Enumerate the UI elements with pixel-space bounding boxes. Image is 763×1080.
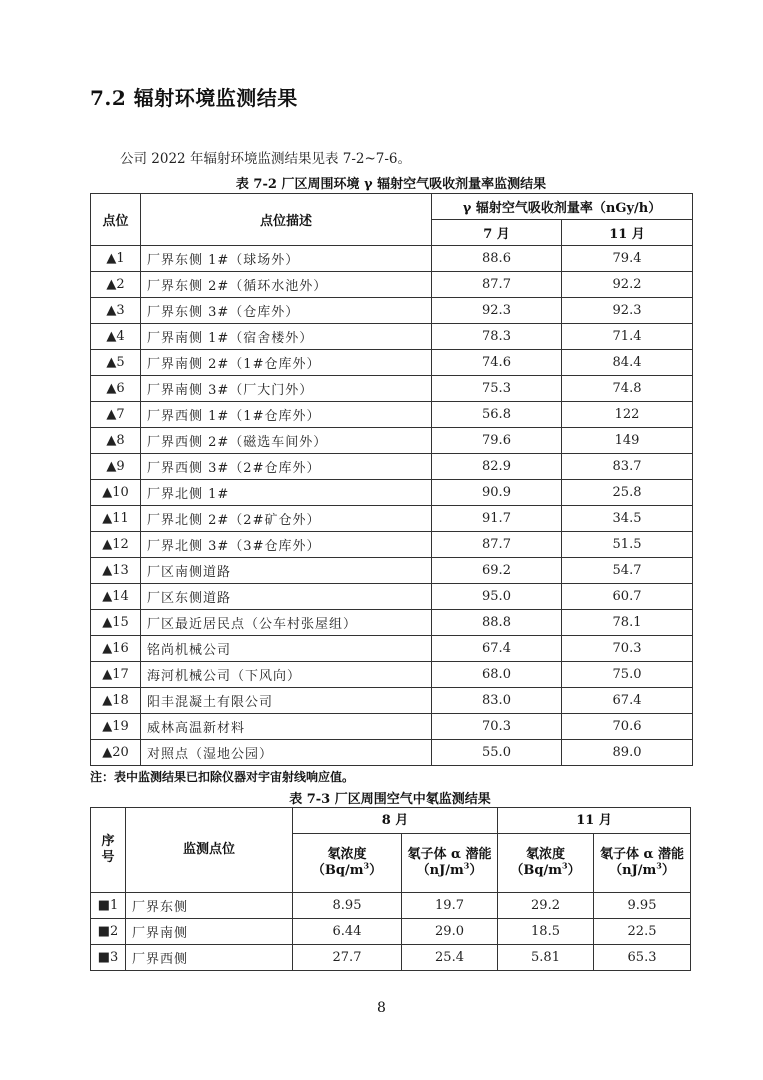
col-header-month-11: 11 月 — [562, 220, 693, 246]
table-row — [91, 350, 693, 376]
value-nov: 51.5 — [562, 532, 693, 558]
point-id: ▲19 — [91, 714, 141, 740]
value-nov: 71.4 — [562, 324, 693, 350]
point-desc: 厂区南侧道路 — [141, 558, 432, 584]
point-id: ▲9 — [91, 454, 141, 480]
page-number: 8 — [377, 1000, 386, 1016]
point-id: ▲7 — [91, 402, 141, 428]
value-nov: 83.7 — [562, 454, 693, 480]
value-nov: 92.2 — [562, 272, 693, 298]
point-id: ▲14 — [91, 584, 141, 610]
value-jul: 88.8 — [432, 610, 562, 636]
radon-conc-aug: 8.95 — [293, 893, 402, 919]
site-name: 厂界南侧 — [126, 919, 293, 945]
value-jul: 56.8 — [432, 402, 562, 428]
alpha-label: 氡子体 α 潜能 — [599, 847, 685, 862]
point-desc: 威林高温新材料 — [141, 714, 432, 740]
point-desc: 厂区东侧道路 — [141, 584, 432, 610]
value-jul: 87.7 — [432, 272, 562, 298]
point-id: ▲6 — [91, 376, 141, 402]
seq-id: ■3 — [91, 945, 126, 971]
col-header-point: 点位 — [91, 194, 141, 246]
value-nov: 122 — [562, 402, 693, 428]
radon-conc-aug: 27.7 — [293, 945, 402, 971]
table-row — [91, 945, 691, 971]
value-nov: 74.8 — [562, 376, 693, 402]
radon-conc-nov: 18.5 — [498, 919, 594, 945]
conc-unit: $(Bq/m^3)$ — [311, 860, 383, 878]
value-jul: 87.7 — [432, 532, 562, 558]
col-header-nov: 11 月 — [498, 808, 691, 834]
point-id: ▲8 — [91, 428, 141, 454]
col-header-aug: 8 月 — [293, 808, 498, 834]
col-header-conc-aug — [293, 834, 402, 893]
table-row — [91, 584, 693, 610]
value-nov: 84.4 — [562, 350, 693, 376]
table-row — [91, 662, 693, 688]
point-id: ▲13 — [91, 558, 141, 584]
point-desc: 铭尚机械公司 — [141, 636, 432, 662]
site-name: 厂界东侧 — [126, 893, 293, 919]
table-row — [91, 428, 693, 454]
table2-caption: 表 7-3 厂区周围空气中氡监测结果 — [289, 792, 491, 807]
point-id: ▲12 — [91, 532, 141, 558]
conc-unit: $(Bq/m^3)$ — [510, 860, 581, 878]
value-nov: 89.0 — [562, 740, 693, 766]
conc-label: 氡浓度 — [327, 847, 367, 862]
intro-paragraph: 公司 2022 年辐射环境监测结果见表 7-2~7-6。 — [120, 151, 412, 167]
table-row — [91, 246, 693, 272]
col-header-seq: 序号 — [91, 808, 126, 893]
point-desc: 厂界南侧 3#（厂大门外） — [141, 376, 432, 402]
point-desc: 海河机械公司（下风向） — [141, 662, 432, 688]
col-header-conc-nov — [498, 834, 594, 893]
value-nov: 70.6 — [562, 714, 693, 740]
point-desc: 厂界北侧 1# — [141, 480, 432, 506]
table-row — [91, 558, 693, 584]
value-nov: 25.8 — [562, 480, 693, 506]
point-desc: 厂界东侧 1#（球场外） — [141, 246, 432, 272]
table-row — [91, 298, 693, 324]
alpha-unit: $(nJ/m^3)$ — [416, 860, 483, 878]
value-jul: 91.7 — [432, 506, 562, 532]
value-jul: 83.0 — [432, 688, 562, 714]
point-id: ▲16 — [91, 636, 141, 662]
col-header-group: γ 辐射空气吸收剂量率（nGy/h） — [432, 194, 693, 220]
alpha-label: 氡子体 α 潜能 — [407, 847, 492, 862]
point-desc: 厂界南侧 1#（宿舍楼外） — [141, 324, 432, 350]
col-header-alpha-aug — [402, 834, 498, 893]
point-desc: 厂区最近居民点（公车村张屋组） — [141, 610, 432, 636]
seq-id: ■1 — [91, 893, 126, 919]
value-nov: 70.3 — [562, 636, 693, 662]
alpha-energy-nov: 9.95 — [594, 893, 691, 919]
point-id: ▲5 — [91, 350, 141, 376]
alpha-unit: $(nJ/m^3)$ — [609, 860, 675, 878]
value-nov: 79.4 — [562, 246, 693, 272]
point-desc: 厂界东侧 3#（仓库外） — [141, 298, 432, 324]
point-desc: 厂界东侧 2#（循环水池外） — [141, 272, 432, 298]
point-id: ▲1 — [91, 246, 141, 272]
value-jul: 68.0 — [432, 662, 562, 688]
site-name: 厂界西侧 — [126, 945, 293, 971]
radon-conc-nov: 5.81 — [498, 945, 594, 971]
value-nov: 75.0 — [562, 662, 693, 688]
value-nov: 54.7 — [562, 558, 693, 584]
table-row — [91, 919, 691, 945]
value-nov: 78.1 — [562, 610, 693, 636]
value-jul: 55.0 — [432, 740, 562, 766]
value-nov: 92.3 — [562, 298, 693, 324]
value-jul: 82.9 — [432, 454, 562, 480]
point-id: ▲20 — [91, 740, 141, 766]
point-desc: 阳丰混凝土有限公司 — [141, 688, 432, 714]
radon-conc-aug: 6.44 — [293, 919, 402, 945]
table-row — [91, 506, 693, 532]
value-jul: 75.3 — [432, 376, 562, 402]
point-desc: 厂界西侧 1#（1#仓库外） — [141, 402, 432, 428]
point-desc: 厂界西侧 2#（磁选车间外） — [141, 428, 432, 454]
table1-caption: 表 7-2 厂区周围环境 γ 辐射空气吸收剂量率监测结果 — [235, 177, 547, 192]
value-jul: 67.4 — [432, 636, 562, 662]
value-nov: 149 — [562, 428, 693, 454]
value-jul: 74.6 — [432, 350, 562, 376]
seq-id: ■2 — [91, 919, 126, 945]
point-id: ▲15 — [91, 610, 141, 636]
point-id: ▲3 — [91, 298, 141, 324]
point-desc: 厂界北侧 3#（3#仓库外） — [141, 532, 432, 558]
value-jul: 78.3 — [432, 324, 562, 350]
value-jul: 95.0 — [432, 584, 562, 610]
value-nov: 60.7 — [562, 584, 693, 610]
value-jul: 70.3 — [432, 714, 562, 740]
point-id: ▲11 — [91, 506, 141, 532]
radon-table — [90, 807, 691, 971]
table-row — [91, 402, 693, 428]
point-desc: 对照点（湿地公园） — [141, 740, 432, 766]
point-id: ▲2 — [91, 272, 141, 298]
table1-note: 注：表中监测结果已扣除仪器对宇宙射线响应值。 — [90, 770, 355, 784]
table-row — [91, 636, 693, 662]
point-id: ▲4 — [91, 324, 141, 350]
alpha-energy-aug: 25.4 — [402, 945, 498, 971]
table-row — [91, 893, 691, 919]
value-jul: 69.2 — [432, 558, 562, 584]
table-row — [91, 740, 693, 766]
radon-conc-nov: 29.2 — [498, 893, 594, 919]
point-id: ▲10 — [91, 480, 141, 506]
conc-label: 氡浓度 — [526, 847, 566, 862]
table-row — [91, 610, 693, 636]
value-jul: 92.3 — [432, 298, 562, 324]
table-row — [91, 324, 693, 350]
alpha-energy-nov: 65.3 — [594, 945, 691, 971]
point-id: ▲17 — [91, 662, 141, 688]
value-jul: 90.9 — [432, 480, 562, 506]
alpha-energy-aug: 19.7 — [402, 893, 498, 919]
gamma-dose-table — [90, 193, 693, 766]
table-row — [91, 532, 693, 558]
table-row — [91, 688, 693, 714]
table-row — [91, 480, 693, 506]
point-desc: 厂界南侧 2#（1#仓库外） — [141, 350, 432, 376]
col-header-desc: 点位描述 — [141, 194, 432, 246]
alpha-energy-nov: 22.5 — [594, 919, 691, 945]
col-header-month-7: 7 月 — [432, 220, 562, 246]
table-row — [91, 272, 693, 298]
value-jul: 79.6 — [432, 428, 562, 454]
table-row — [91, 454, 693, 480]
point-id: ▲18 — [91, 688, 141, 714]
col-header-alpha-nov — [594, 834, 691, 893]
point-desc: 厂界北侧 2#（2#矿仓外） — [141, 506, 432, 532]
col-header-site: 监测点位 — [126, 808, 293, 893]
alpha-energy-aug: 29.0 — [402, 919, 498, 945]
value-jul: 88.6 — [432, 246, 562, 272]
point-desc: 厂界西侧 3#（2#仓库外） — [141, 454, 432, 480]
value-nov: 34.5 — [562, 506, 693, 532]
table-row — [91, 376, 693, 402]
section-heading: 7.2 辐射环境监测结果 — [90, 86, 298, 110]
value-nov: 67.4 — [562, 688, 693, 714]
table-row — [91, 714, 693, 740]
